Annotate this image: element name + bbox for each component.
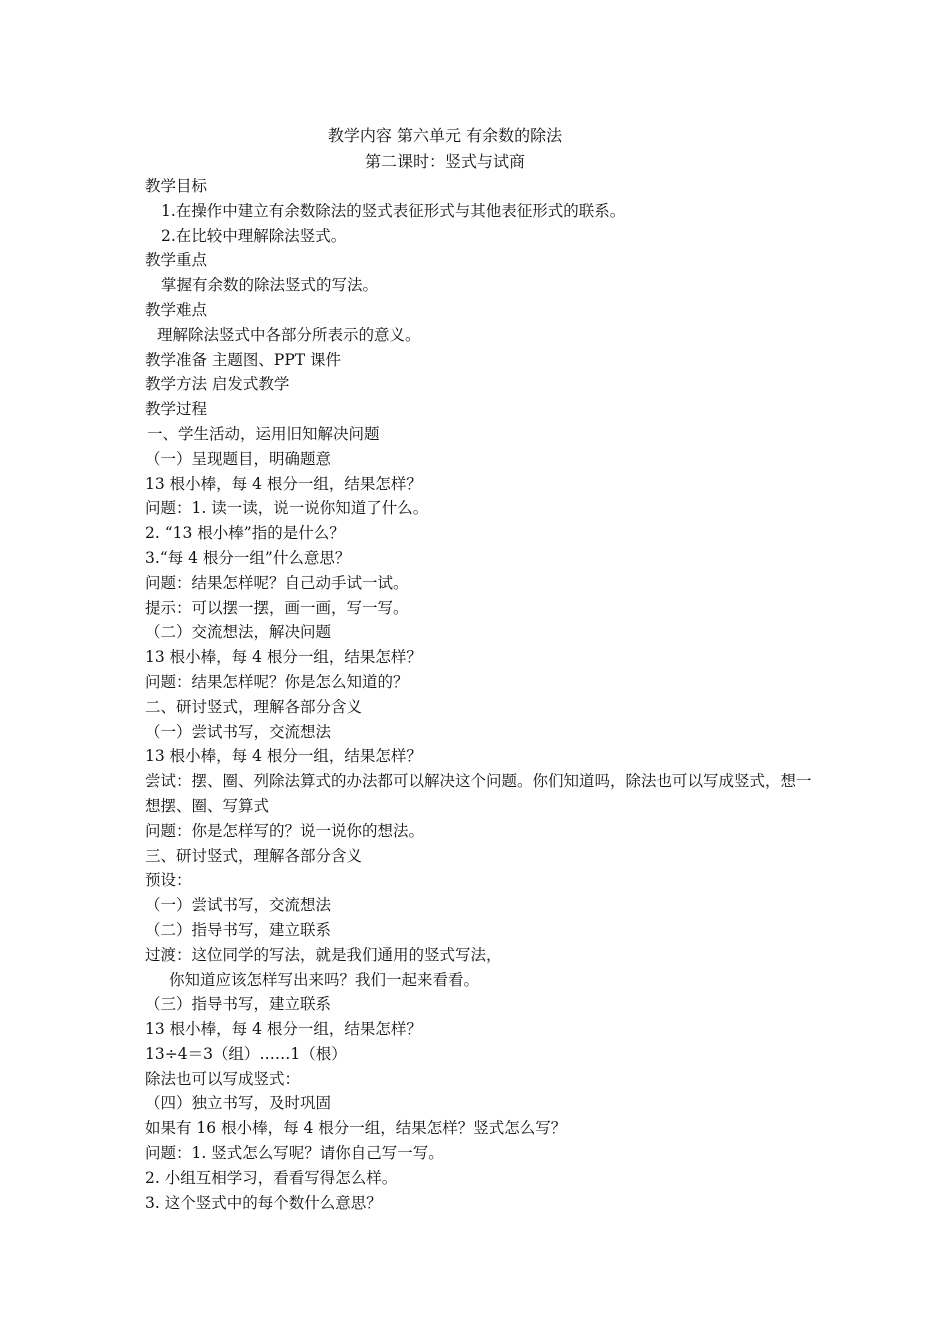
paragraph-line: 问题：1. 读一读，说一说你知道了什么。 — [145, 499, 429, 518]
section-heading: 教学过程 — [145, 400, 208, 419]
paragraph-line: 2. 小组互相学习，看看写得怎么样。 — [145, 1168, 398, 1187]
paragraph-line: 预设： — [145, 871, 192, 890]
section-heading: 教学准备 主题图、PPT 课件 — [145, 350, 342, 369]
paragraph-line: （二）指导书写，建立联系 — [145, 920, 332, 939]
paragraph-line: （一）尝试书写，交流想法 — [145, 896, 332, 915]
paragraph-line: 一、学生活动，运用旧知解决问题 — [147, 424, 380, 443]
paragraph-line: 三、研讨竖式，理解各部分含义 — [145, 846, 363, 865]
paragraph-line: （二）交流想法，解决问题 — [145, 623, 332, 642]
section-heading: 教学重点 — [145, 251, 208, 270]
paragraph-line: 理解除法竖式中各部分所表示的意义。 — [157, 325, 421, 344]
section-heading: 教学方法 启发式教学 — [145, 375, 290, 394]
paragraph-line: 提示：可以摆一摆，画一画，写一写。 — [145, 598, 409, 617]
document-title: 教学内容 第六单元 有余数的除法 — [327, 126, 563, 145]
paragraph-line: 除法也可以写成竖式： — [145, 1069, 301, 1088]
paragraph-line: 13 根小棒，每 4 根分一组，结果怎样？ — [145, 747, 422, 766]
paragraph-line: 13 根小棒，每 4 根分一组，结果怎样？ — [145, 648, 422, 667]
paragraph-line: 二、研讨竖式，理解各部分含义 — [145, 697, 363, 716]
paragraph-line: 3.“每 4 根分一组”什么意思？ — [145, 548, 351, 567]
paragraph-line: 问题：结果怎样呢？你是怎么知道的？ — [145, 672, 409, 691]
paragraph-line: （四）独立书写，及时巩固 — [145, 1094, 332, 1113]
paragraph-line: 问题：1. 竖式怎么写呢？请你自己写一写。 — [145, 1144, 444, 1163]
document-subtitle: 第二课时：竖式与试商 — [364, 152, 525, 171]
paragraph-line: 1.在操作中建立有余数除法的竖式表征形式与其他表征形式的联系。 — [161, 201, 626, 220]
section-heading: 教学难点 — [145, 300, 208, 319]
paragraph-line: 尝试：摆、圈、列除法算式的办法都可以解决这个问题。你们知道吗，除法也可以写成竖式，想一想摆、圈、写算式 — [145, 772, 812, 815]
paragraph-line: 如果有 16 根小棒，每 4 根分一组，结果怎样？竖式怎么写？ — [145, 1119, 567, 1138]
paragraph-line: 2. “13 根小棒”指的是什么？ — [145, 524, 345, 543]
paragraph-line: 问题：结果怎样呢？自己动手试一试。 — [145, 573, 409, 592]
paragraph-line: 过渡：这位同学的写法，就是我们通用的竖式写法， — [145, 945, 502, 964]
paragraph-line: 掌握有余数的除法竖式的写法。 — [161, 276, 379, 295]
paragraph-line: 13÷4＝3（组）……1（根） — [145, 1044, 347, 1063]
section-heading: 教学目标 — [145, 177, 208, 195]
paragraph-line: （三）指导书写，建立联系 — [145, 995, 332, 1014]
paragraph-line: 3. 这个竖式中的每个数什么意思？ — [145, 1193, 382, 1212]
paragraph-line: 问题：你是怎样写的？说一说你的想法。 — [145, 821, 425, 840]
paragraph-line: （一）尝试书写，交流想法 — [145, 722, 332, 741]
paragraph-line: 13 根小棒，每 4 根分一组，结果怎样？ — [145, 474, 422, 493]
paragraph-line: 2.在比较中理解除法竖式。 — [161, 226, 347, 245]
document-body — [145, 174, 815, 1215]
paragraph-line: 13 根小棒，每 4 根分一组，结果怎样？ — [145, 1020, 422, 1039]
paragraph-line: （一）呈现题目，明确题意 — [145, 449, 332, 468]
paragraph-line: 你知道应该怎样写出来吗？我们一起来看看。 — [169, 970, 480, 989]
